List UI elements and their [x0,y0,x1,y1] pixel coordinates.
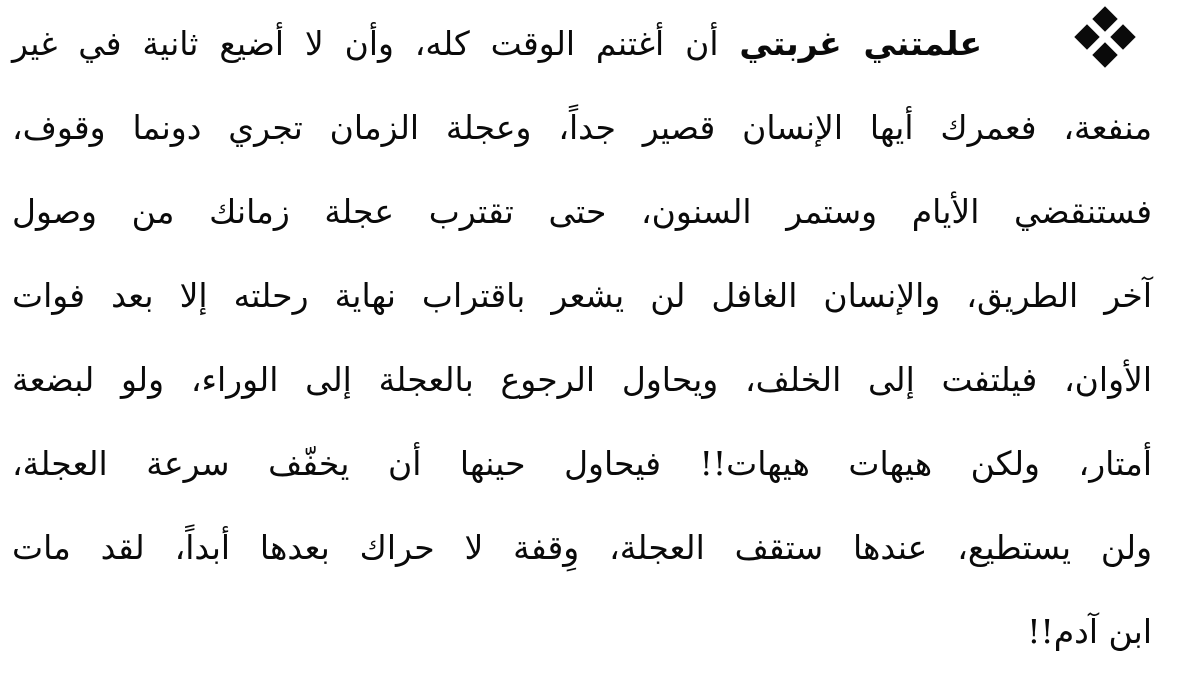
text-line-1 [12,2,1152,86]
text-line-1-rest: أن أغتنم الوقت كله، وأن لا أضيع ثانية في غير [12,24,740,63]
text-line-8: ابن آدم!! [1027,612,1152,651]
body-text [12,2,1152,674]
text-line-6: أمتار، ولكن هيهات هيهات!! فيحاول حينها أن يخفّف سرعة العجلة، [12,444,1152,483]
text-line-5: الأوان، فيلتفت إلى الخلف، ويحاول الرجوع بالعجلة إلى الوراء، ولو لبضعة [12,360,1152,399]
lead-bold-phrase: علمتني غربتي [739,24,982,63]
text-line-3: فستنقضي الأيام وستمر السنون، حتى تقترب عجلة زمانك من وصول [12,192,1152,231]
text-line-7: ولن يستطيع، عندها ستقف العجلة، وِقفة لا حراك بعدها أبداً، لقد مات [12,528,1152,567]
text-line-2: منفعة، فعمرك أيها الإنسان قصير جداً، وعجلة الزمان تجري دونما وقوف، [12,108,1152,147]
text-line-4: آخر الطريق، والإنسان الغافل لن يشعر باقتراب نهاية رحلته إلا بعد فوات [12,276,1152,315]
